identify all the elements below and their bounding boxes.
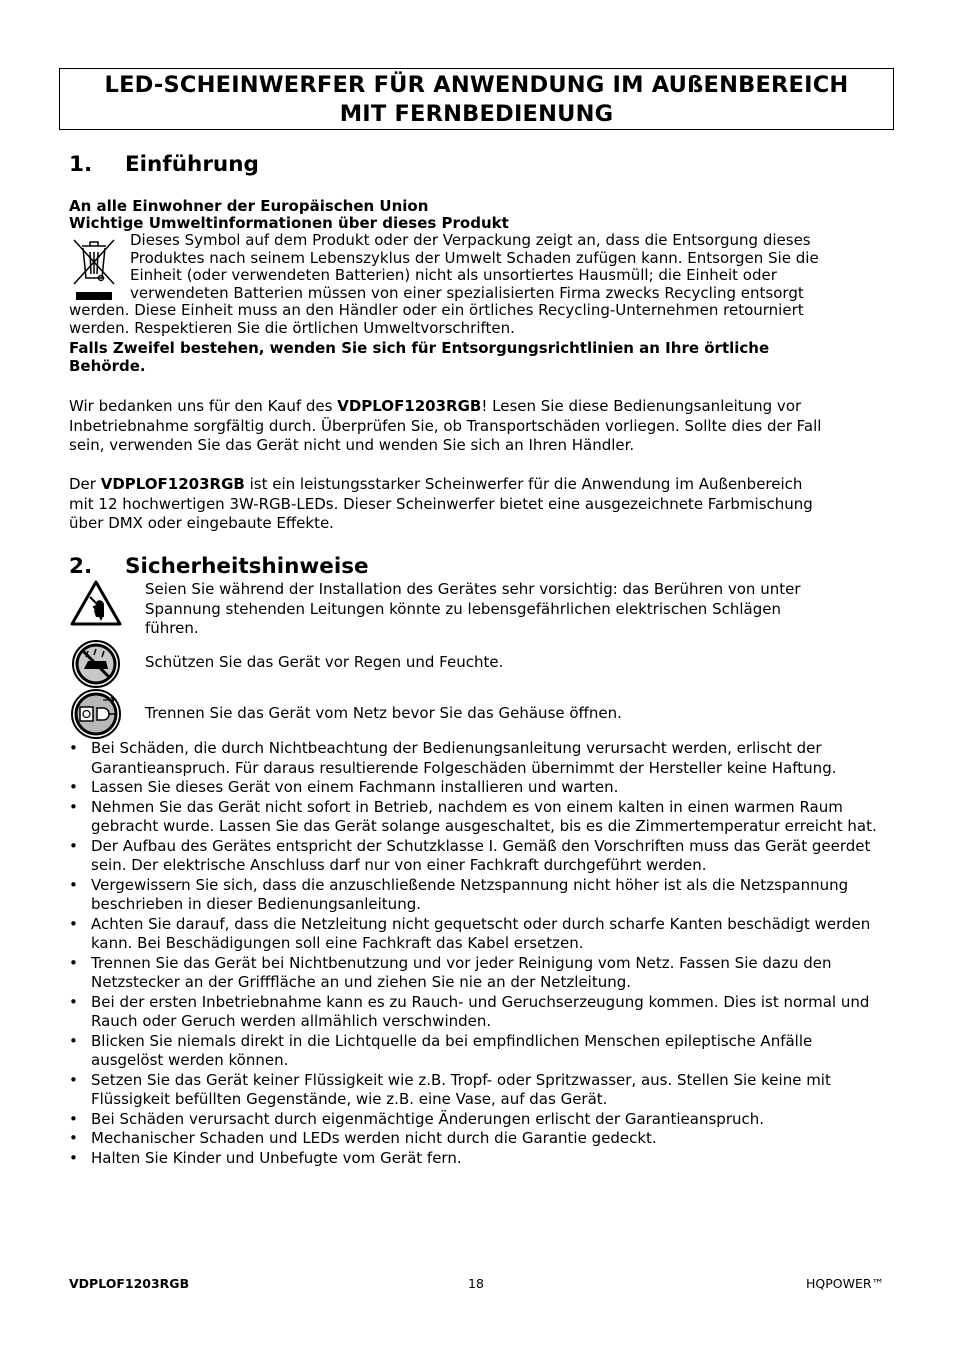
thanks-pre: Wir bedanken uns für den Kauf des <box>69 397 338 415</box>
footer-brand: HQPOWER™ <box>806 1276 885 1291</box>
warning-rain-text: Schützen Sie das Gerät vor Regen und Feuchte. <box>145 653 504 671</box>
title-line-2: MIT FERNBEDIENUNG <box>339 101 614 127</box>
desc-post: ist ein leistungsstarker Scheinwerfer für die Anwendung im Außenbereich <box>244 475 803 493</box>
list-item: • Blicken Sie niemals direkt in die Lichtquelle da bei empfindlichen Menschen epileptische Anfälle ausgelöst werden können. <box>69 1032 889 1071</box>
description-paragraph <box>69 475 887 534</box>
document-title <box>59 68 894 130</box>
section-heading-einfuehrung <box>69 152 259 178</box>
section-number: 1. <box>69 152 93 177</box>
list-item: • Bei Schäden, die durch Nichtbeachtung der Bedienungsanleitung verursacht werden, erlischt der Garantieanspruch. Für daraus resultierende Folgeschäden übernimmt der Hersteller keine Haftung. <box>69 739 889 778</box>
warning-shock-line-1: Seien Sie während der Installation des Gerätes sehr vorsichtig: das Berühren von unter <box>145 580 801 598</box>
list-item: • Setzen Sie das Gerät keiner Flüssigkeit wie z.B. Tropf- oder Spritzwasser, aus. Stellen Sie keine mit Flüssigkeit befüllten Gegenstände, wie z.B. eine Vase, auf das Gerät. <box>69 1071 889 1110</box>
list-item: • Nehmen Sie das Gerät nicht sofort in Betrieb, nachdem es von einem kalten in einen warmen Raum gebracht wurde. Lassen Sie das Gerät solange ausgeschaltet, bis es die Zimmertemperatur erreicht hat. <box>69 798 889 837</box>
eu-notice-line-1: An alle Einwohner der Europäischen Union <box>69 197 429 215</box>
section-heading-sicherheitshinweise <box>69 554 369 580</box>
thanks-line-3: sein, verwenden Sie das Gerät nicht und wenden Sie sich an Ihren Händler. <box>69 436 635 454</box>
no-rain-moisture-icon <box>70 639 122 693</box>
doubt-line-1: Falls Zweifel bestehen, wenden Sie sich für Entsorgungsrichtlinien an Ihre örtliche <box>69 339 770 357</box>
env-text-line-4: verwendeten Batterien müssen von einer spezialisierten Firma zwecks Recycling entsorgt <box>130 283 804 302</box>
disconnect-power-icon <box>70 688 122 744</box>
crossed-out-bin-icon <box>70 234 118 310</box>
thanks-line-2: Inbetriebnahme sorgfältig durch. Überprüfen Sie, ob Transportschäden vorliegen. Sollte dies der Fall <box>69 416 822 435</box>
list-item: • Mechanischer Schaden und LEDs werden nicht durch die Garantie gedeckt. <box>69 1129 889 1149</box>
section-title: Einführung <box>125 152 259 177</box>
desc-line-2: mit 12 hochwertigen 3W-RGB-LEDs. Dieser Scheinwerfer bietet eine ausgezeichnete Farbmischung <box>69 494 813 513</box>
list-item: • Achten Sie darauf, dass die Netzleitung nicht gequetscht oder durch scharfe Kanten beschädigt werden kann. Bei Beschädigungen soll eine Fachkraft das Kabel ersetzen. <box>69 915 889 954</box>
list-item: • Bei Schäden verursacht durch eigenmächtige Änderungen erlischt der Garantieanspruch. <box>69 1110 889 1130</box>
model-name-desc: VDPLOF1203RGB <box>100 475 245 493</box>
section-title: Sicherheitshinweise <box>125 554 369 579</box>
desc-line-3: über DMX oder eingebaute Effekte. <box>69 514 334 532</box>
env-text-line-3: Einheit (oder verwendeten Batterien) nicht als unsortiertes Hausmüll; die Einheit oder <box>130 266 777 284</box>
list-item: • Halten Sie Kinder und Unbefugte vom Gerät fern. <box>69 1149 889 1169</box>
thanks-paragraph <box>69 397 887 456</box>
list-item: • Trennen Sie das Gerät bei Nichtbenutzung und vor jeder Reinigung vom Netz. Fassen Sie dazu den Netzstecker an der Grifffläche an und ziehen Sie nie an der Netzleitung. <box>69 954 889 993</box>
model-name: VDPLOF1203RGB <box>337 397 482 415</box>
electric-shock-warning-icon <box>70 579 122 631</box>
title-line-1: LED-SCHEINWERFER FÜR ANWENDUNG IM AUßENBEREICH <box>104 72 849 98</box>
list-item: • Bei der ersten Inbetriebnahme kann es zu Rauch- und Geruchserzeugung kommen. Dies ist normal und Rauch oder Geruch werden allmählich verschwinden. <box>69 993 889 1032</box>
warning-shock-line-3: führen. <box>145 619 199 637</box>
safety-bullet-list <box>69 739 889 1168</box>
list-item: • Lassen Sie dieses Gerät von einem Fachmann installieren und warten. <box>69 778 889 798</box>
doubt-line-2: Behörde. <box>69 357 146 375</box>
env-text-line-6: werden. Respektieren Sie die örtlichen Umweltvorschriften. <box>69 319 515 337</box>
list-item: • Der Aufbau des Gerätes entspricht der Schutzklasse I. Gemäß den Vorschriften muss das Gerät geerdet sein. Der elektrische Anschluss darf nur von einer Fachkraft durchgeführt werden. <box>69 837 889 876</box>
warning-shock-line-2: Spannung stehenden Leitungen könnte zu lebensgefährlichen elektrischen Schlägen <box>145 599 781 618</box>
env-text-line-1: Dieses Symbol auf dem Produkt oder der Verpackung zeigt an, dass die Entsorgung dieses <box>130 231 811 249</box>
eu-notice-line-2: Wichtige Umweltinformationen über dieses Produkt <box>69 214 509 232</box>
warning-unplug-text: Trennen Sie das Gerät vom Netz bevor Sie das Gehäuse öffnen. <box>145 704 622 722</box>
section-number: 2. <box>69 554 93 579</box>
env-text-line-5: werden. Diese Einheit muss an den Händler oder ein örtliches Recycling-Unternehmen retourniert <box>69 301 804 319</box>
desc-pre: Der <box>69 475 101 493</box>
warning-shock-text <box>145 580 890 639</box>
footer-model: VDPLOF1203RGB <box>69 1276 190 1291</box>
footer-page-number: 18 <box>468 1276 484 1291</box>
env-text-line-2: Produktes nach seinem Lebenszyklus der Umwelt Schaden zufügen kann. Entsorgen Sie die <box>130 248 819 267</box>
thanks-post: ! Lesen Sie diese Bedienungsanleitung vor <box>481 397 802 415</box>
list-item: • Vergewissern Sie sich, dass die anzuschließende Netzspannung nicht höher ist als die Netzspannung beschrieben in dieser Bedienungsanleitung. <box>69 876 889 915</box>
